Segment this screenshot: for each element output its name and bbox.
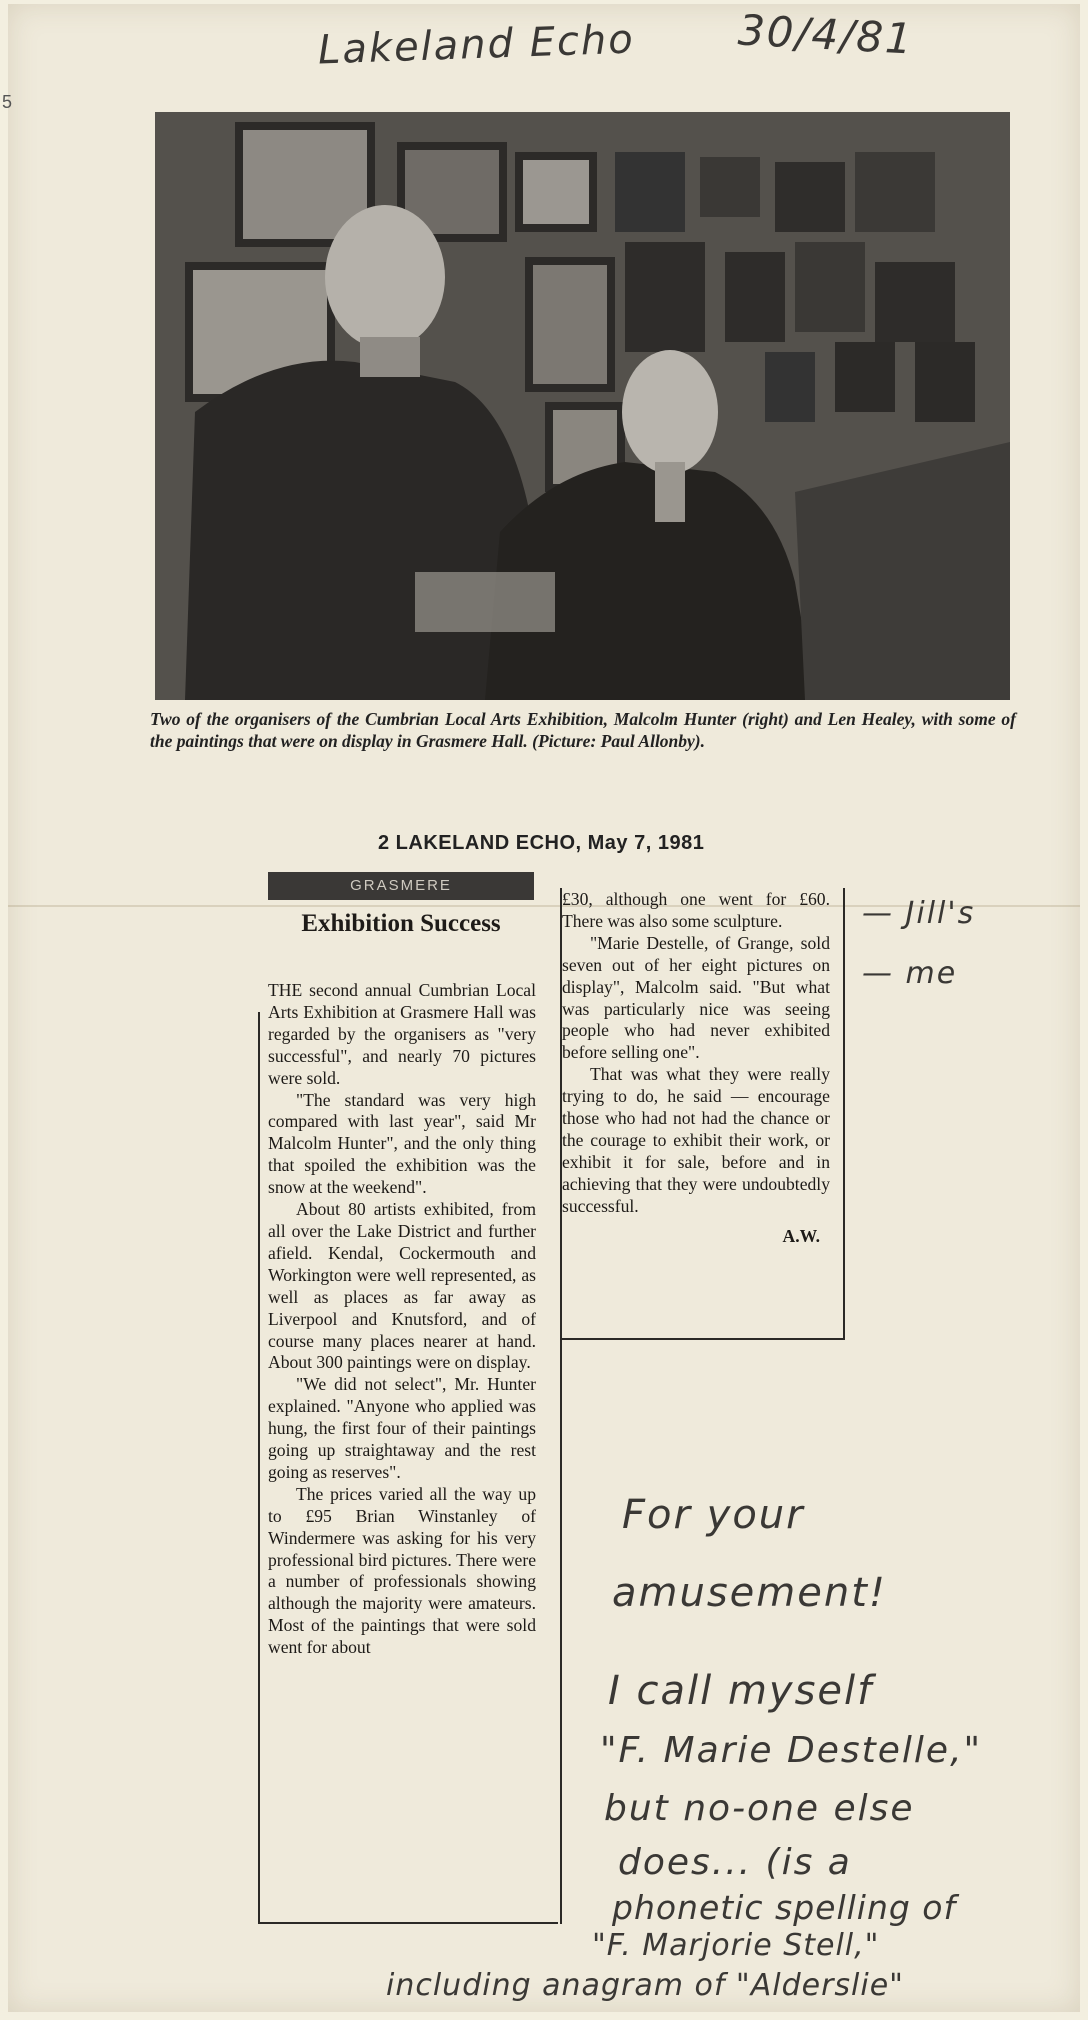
paragraph: The prices varied all the way up to £95 Brian Winstanley of Windermere was asking for his very professional bird pictures. There were a number of professionals showing although the majority were amateurs. Most of the paintings that were sold went for about: [268, 1483, 536, 1658]
note-line: For your: [622, 1492, 805, 1538]
section-label: GRASMERE: [268, 872, 534, 900]
note-line: including anagram of "Alderslie": [386, 1968, 904, 2003]
paragraph: "Marie Destelle, of Grange, sold seven out of her eight pictures on display", Malcolm said. "But what was particularly nice was seeing people who had never exhibited before selling one".: [562, 932, 830, 1063]
article-headline: Exhibition Success: [301, 910, 501, 937]
note-line: "F. Marie Destelle,": [600, 1730, 983, 1771]
paragraph: That was what they were really trying to do, he said — encourage those who had not had the chance or the courage to exhibit their work, or exhibit it for sale, before and in achieving that they were undoubtedly successful.: [562, 1064, 830, 1216]
note-line: phonetic spelling of: [612, 1888, 957, 1927]
paragraph: "The standard was very high compared with last year", said Mr Malcolm Hunter", and the only thing that spoiled the exhibition was the snow at the weekend".: [268, 1089, 536, 1198]
paragraph: About 80 artists exhibited, from all over the Lake District and further afield. Kendal, Cockermouth and Workington were well represented, as well as places as far away as Liverpool and Knutsford, and of course many places nearer at hand. About 300 paintings were on display.: [268, 1199, 536, 1373]
paragraph: "We did not select", Mr. Hunter explained. "Anyone who applied was hung, the first four of their paintings going up straightaway and the rest going as reserves".: [268, 1374, 536, 1482]
margin-note-jills: — Jill's: [862, 896, 976, 931]
photo-caption: Two of the organisers of the Cumbrian Local Arts Exhibition, Malcolm Hunter (right) and Len Healey, with some of the paintings that were on display in Grasmere Hall. (Picture: Paul Allonby).: [150, 709, 1016, 751]
margin-number: 5: [2, 92, 13, 112]
author-initials: A.W.: [782, 1225, 820, 1246]
handwritten-source: Lakeland Echo: [317, 16, 636, 74]
note-line: I call myself: [608, 1668, 874, 1714]
article-column-2: [562, 889, 830, 1248]
article-column-1: [268, 980, 536, 1659]
margin-note-me: — me: [862, 956, 958, 991]
paragraph: THE second annual Cumbrian Local Arts Exhibition at Grasmere Hall was regarded by the organisers as "very successful", and nearly 70 pictures were sold.: [268, 980, 536, 1088]
newspaper-dateline: 2 LAKELAND ECHO, May 7, 1981: [378, 832, 705, 854]
paragraph: £30, although one went for £60. There was also some sculpture.: [562, 889, 830, 931]
note-line: amusement!: [612, 1570, 887, 1616]
note-line: does... (is a: [618, 1842, 852, 1883]
note-line: "F. Marjorie Stell,": [592, 1928, 880, 1963]
exhibition-photo: [155, 112, 1010, 700]
note-line: but no-one else: [604, 1788, 915, 1829]
handwritten-date: 30/4/81: [736, 5, 916, 64]
